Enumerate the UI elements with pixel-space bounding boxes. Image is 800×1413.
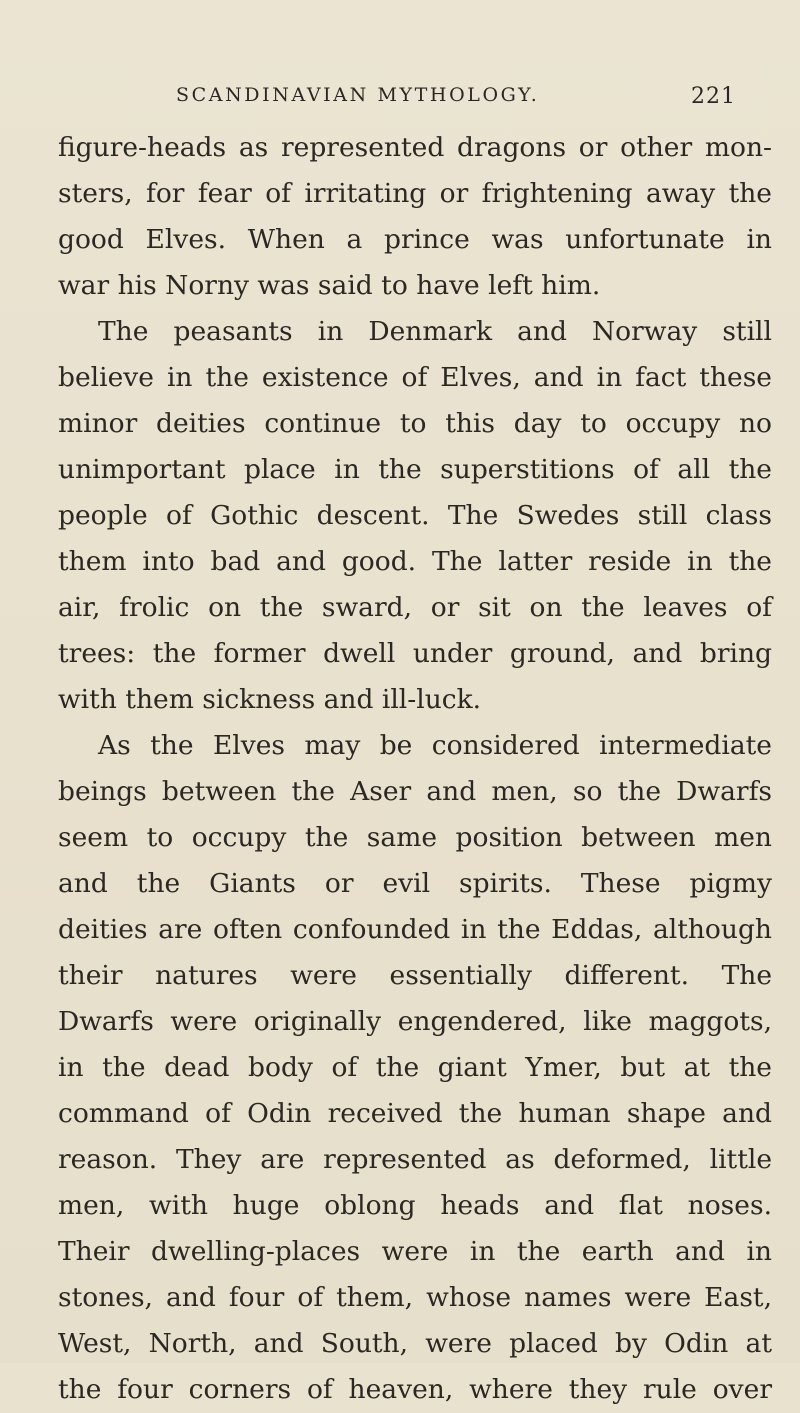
text-line: unimportant place in the superstitions of all the xyxy=(58,454,772,485)
text-line: The peasants in Denmark and Norway still xyxy=(98,316,772,347)
text-line: deities are often confounded in the Eddas, although xyxy=(58,914,772,945)
text-line: with them sickness and ill-luck. xyxy=(58,684,482,715)
text-line: in the dead body of the giant Ymer, but at the xyxy=(58,1052,772,1083)
text-line: and the Giants or evil spirits. These pigmy xyxy=(58,868,772,899)
text-line: men, with huge oblong heads and flat noses. xyxy=(58,1190,772,1221)
text-line: reason. They are represented as deformed, little xyxy=(58,1144,772,1175)
text-line: West, North, and South, were placed by Odin at xyxy=(58,1328,772,1359)
text-line: figure-heads as represented dragons or other mon- xyxy=(58,132,772,163)
text-line: people of Gothic descent. The Swedes still class xyxy=(58,500,772,531)
text-line: war his Norny was said to have left him. xyxy=(58,270,601,301)
running-head xyxy=(176,84,736,118)
text-line: Dwarfs were originally engendered, like maggots, xyxy=(58,1006,772,1037)
running-title: SCANDINAVIAN MYTHOLOGY. xyxy=(176,84,540,106)
text-line: trees: the former dwell under ground, and bring xyxy=(58,638,772,669)
text-line: As the Elves may be considered intermediate xyxy=(98,730,772,761)
text-line: seem to occupy the same position between men xyxy=(58,822,772,853)
text-line: command of Odin received the human shape and xyxy=(58,1098,772,1129)
text-line: them into bad and good. The latter reside in the xyxy=(58,546,772,577)
text-line: Their dwelling-places were in the earth and in xyxy=(58,1236,772,1267)
text-line: air, frolic on the sward, or sit on the leaves of xyxy=(58,592,772,623)
text-line: the four corners of heaven, where they rule over xyxy=(58,1374,772,1405)
text-line: stones, and four of them, whose names were East, xyxy=(58,1282,772,1313)
page-number: 221 xyxy=(691,84,736,109)
text-line: believe in the existence of Elves, and in fact these xyxy=(58,362,772,393)
text-line: beings between the Aser and men, so the Dwarfs xyxy=(58,776,772,807)
text-line: good Elves. When a prince was unfortunate in xyxy=(58,224,772,255)
text-line: their natures were essentially different. The xyxy=(58,960,772,991)
text-line: sters, for fear of irritating or frightening away the xyxy=(58,178,772,209)
text-line: minor deities continue to this day to occupy no xyxy=(58,408,772,439)
